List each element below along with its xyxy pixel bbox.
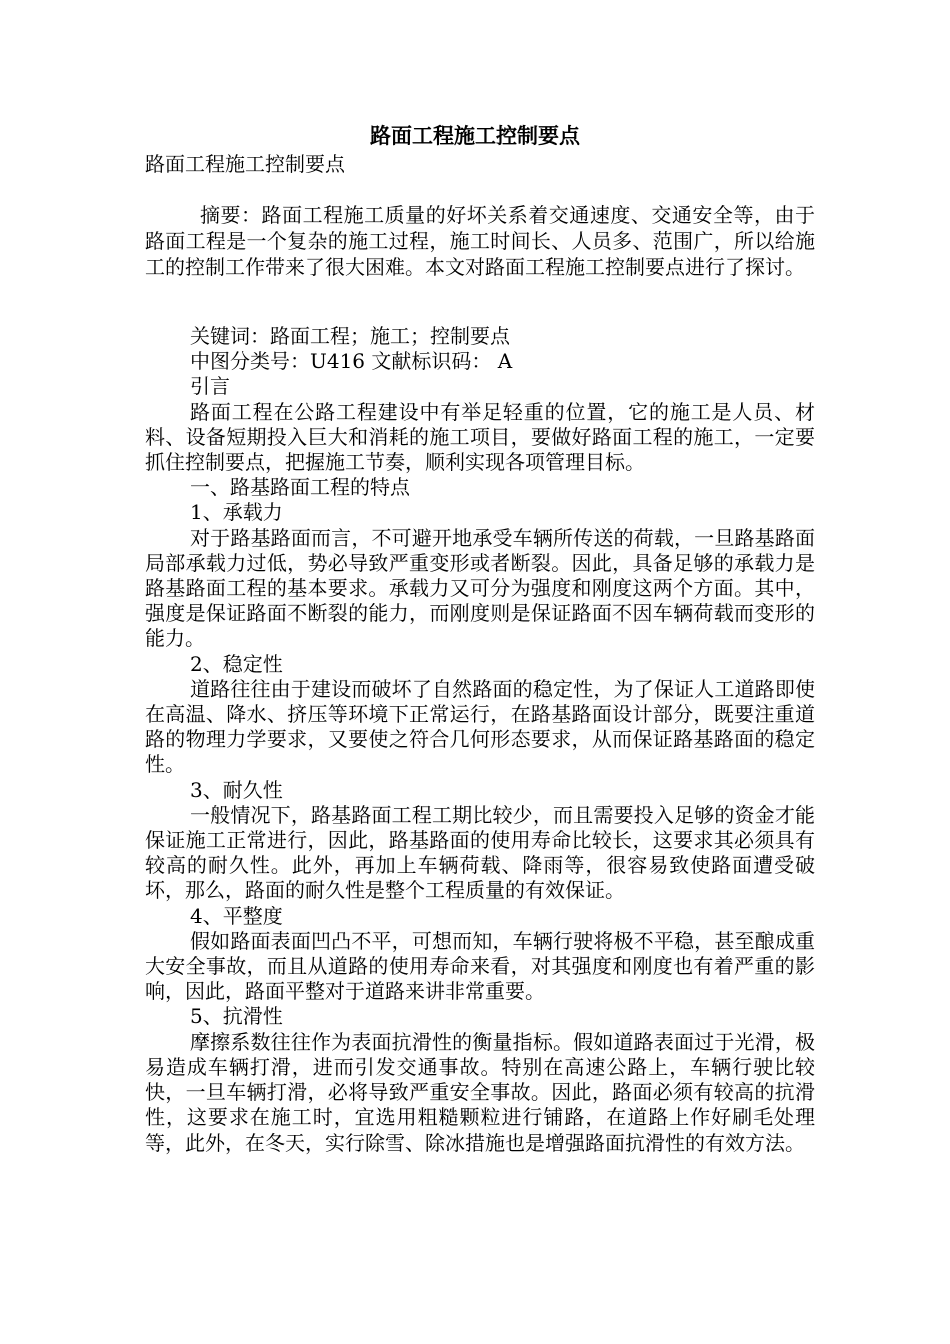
paragraph-durability: 一般情况下，路基路面工程工期比较少，而且需要投入足够的资金才能保证施工正常进行，因此，路基路面的使用寿命比较长，这要求其必须具有较高的耐久性。此外，再加上车辆荷载、降雨等，很容易致使路面遭受破坏，那么，路面的耐久性是整个工程质量的有效保证。	[145, 802, 815, 903]
intro-paragraph: 路面工程在公路工程建设中有举足轻重的位置，它的施工是人员、材料、设备短期投入巨大和消耗的施工项目，要做好路面工程的施工，一定要抓住控制要点，把握施工节奏，顺利实现各项管理目标。	[145, 399, 815, 475]
document-title: 路面工程施工控制要点	[370, 123, 580, 148]
classification-line: 中图分类号：U416 文献标识码： A	[190, 349, 513, 374]
subsection-heading-stability: 2、稳定性	[190, 651, 283, 676]
subsection-heading-bearing-capacity: 1、承载力	[190, 500, 283, 525]
document-subtitle: 路面工程施工控制要点	[145, 152, 345, 176]
subsection-heading-flatness: 4、平整度	[190, 903, 283, 928]
subsection-heading-skid-resistance: 5、抗滑性	[190, 1004, 283, 1029]
subsection-heading-durability: 3、耐久性	[190, 777, 283, 802]
section-heading: 一、路基路面工程的特点	[190, 475, 410, 500]
abstract-paragraph: 摘要：路面工程施工质量的好坏关系着交通速度、交通安全等，由于路面工程是一个复杂的施工过程，施工时间长、人员多、范围广，所以给施工的控制工作带来了很大困难。本文对路面工程施工控制要点进行了探讨。	[145, 203, 815, 279]
paragraph-flatness: 假如路面表面凹凸不平，可想而知，车辆行驶将极不平稳，甚至酿成重大安全事故，而且从道路的使用寿命来看，对其强度和刚度也有着严重的影响，因此，路面平整对于道路来讲非常重要。	[145, 928, 815, 1004]
paragraph-skid-resistance: 摩擦系数往往作为表面抗滑性的衡量指标。假如道路表面过于光滑，极易造成车辆打滑，进而引发交通事故。特别在高速公路上，车辆行驶比较快，一旦车辆打滑，必将导致严重安全事故。因此，路面必须有较高的抗滑性，这要求在施工时，宜选用粗糙颗粒进行铺路，在道路上作好刷毛处理等，此外，在冬天，实行除雪、除冰措施也是增强路面抗滑性的有效方法。	[145, 1029, 815, 1155]
keywords-line: 关键词：路面工程；施工；控制要点	[190, 324, 510, 348]
document-body	[145, 324, 815, 1156]
paragraph-stability: 道路往往由于建设而破坏了自然路面的稳定性，为了保证人工道路即使在高温、降水、挤压等环境下正常运行，在路基路面设计部分，既要注重道路的物理力学要求，又要使之符合几何形态要求，从而保证路基路面的稳定性。	[145, 676, 815, 777]
paragraph-bearing-capacity: 对于路基路面而言，不可避开地承受车辆所传送的荷载，一旦路基路面局部承载力过低，势必导致严重变形或者断裂。因此，具备足够的承载力是路基路面工程的基本要求。承载力又可分为强度和刚度这两个方面。其中，强度是保证路面不断裂的能力，而刚度则是保证路面不因车辆荷载而变形的能力。	[145, 525, 815, 651]
intro-heading: 引言	[190, 374, 230, 399]
